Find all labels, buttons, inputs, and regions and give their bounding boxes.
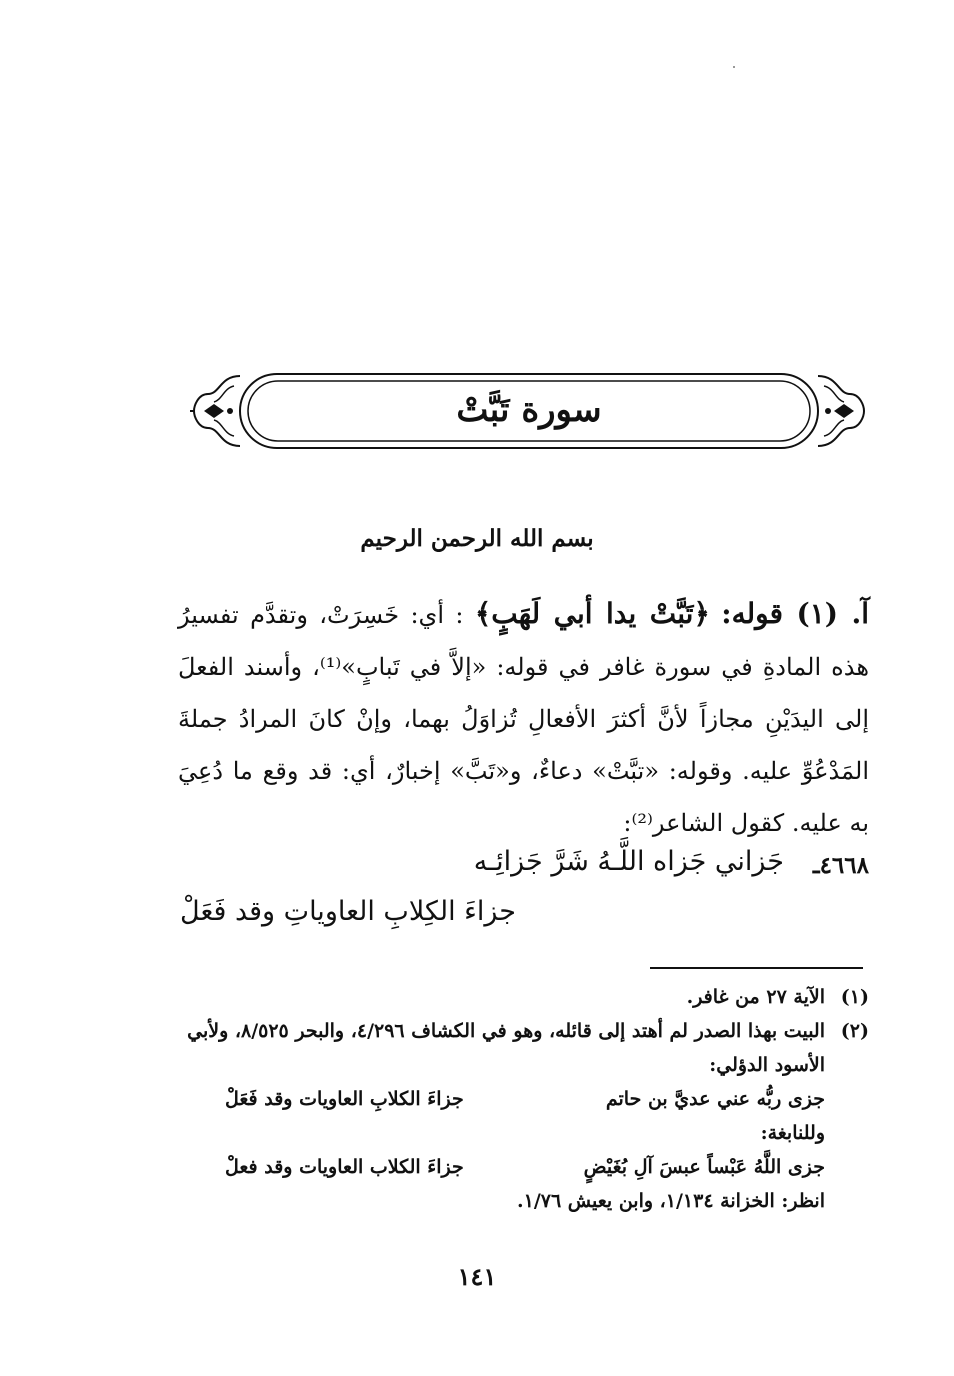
commentary-text: وتقدَّم تفسيرُ هذه المادةِ في سورة غافر في قوله: «إلاَّ في تَبابٍ»⁽¹⁾، وأسند الفعلَ إلى اليدَيْنِ مجازاً لأنَّ أكثرَ الأفعالِ تُزاوَلُ بهما، وإنْ كانَ المرادُ جملةَ المَدْعُوِّ عليه. وقوله: «تبَّتْ» دعاءٌ، و«تَبَّ» إخبارٌ، أي: قد وقع ما دُعِيَ به عليه. كقول الشاعر⁽²⁾: xyxy=(178,601,869,837)
quran-quote: ﴿تَبَّتْ يدا أبي لَهَبٍ﴾ xyxy=(474,597,710,630)
surah-title: سورة تَبَّتْ xyxy=(456,390,602,430)
footnote-nabigha-label: وللنابغة: xyxy=(760,1122,825,1144)
footnote-reference: انظر: الخزانة ١/١٣٤، وابن يعيش ١/٧٦. xyxy=(517,1190,825,1212)
poem-hemistich-2: جزاءَ الكِلابِ العاوياتِ وقد فَعَلْ xyxy=(180,896,516,927)
verse-intro: آ. (١) قوله: xyxy=(721,597,869,630)
footnote-verse-2 xyxy=(185,1150,825,1184)
poem-number: ٤٦٦٨ـ xyxy=(812,852,869,879)
footnote-number: (٢) xyxy=(840,1020,869,1042)
verse-second-half: جزاءَ الكلاب العاويات وقد فعلْ xyxy=(225,1156,464,1178)
commentary-body xyxy=(178,588,869,849)
verse-first-half: جزى ربُّه عني عديَّ بن حاتم xyxy=(605,1088,825,1110)
commentary-paragraph xyxy=(178,588,869,849)
verse-first-half: جزى اللَّهُ عَبْساً عبسَ آلِ بُغَيْضٍ xyxy=(583,1156,825,1178)
verse-gloss: : أي: خَسِرَتْ، xyxy=(319,601,464,629)
scan-speck xyxy=(733,66,735,68)
page-number: ١٤١ xyxy=(457,1262,497,1291)
footnote-text: الآية ٢٧ من غافر. xyxy=(686,986,825,1008)
basmala: بسم الله الرحمن الرحيم xyxy=(360,525,594,552)
footnote-text: البيت بهذا الصدر لم أهتد إلى قائله، وهو في الكشاف ٤/٢٩٦، والبحر ٨/٥٢٥، ولأبي الأسود الدؤلي: xyxy=(187,1020,825,1076)
surah-title-banner xyxy=(190,366,868,456)
verse-second-half: جزاءَ الكلابِ العاويات وقد فَعَلْ xyxy=(225,1088,464,1110)
poem-hemistich-1: جَزاني جَزاه اللَّـهُ شَرَّ جَزائِـه xyxy=(473,846,784,877)
footnote-number: (١) xyxy=(840,986,869,1008)
footnotes xyxy=(185,980,869,1218)
footnote-verse-1 xyxy=(185,1082,825,1116)
footnote-2 xyxy=(185,1014,869,1218)
footnote-1 xyxy=(185,980,869,1014)
footnote-separator xyxy=(650,967,863,969)
